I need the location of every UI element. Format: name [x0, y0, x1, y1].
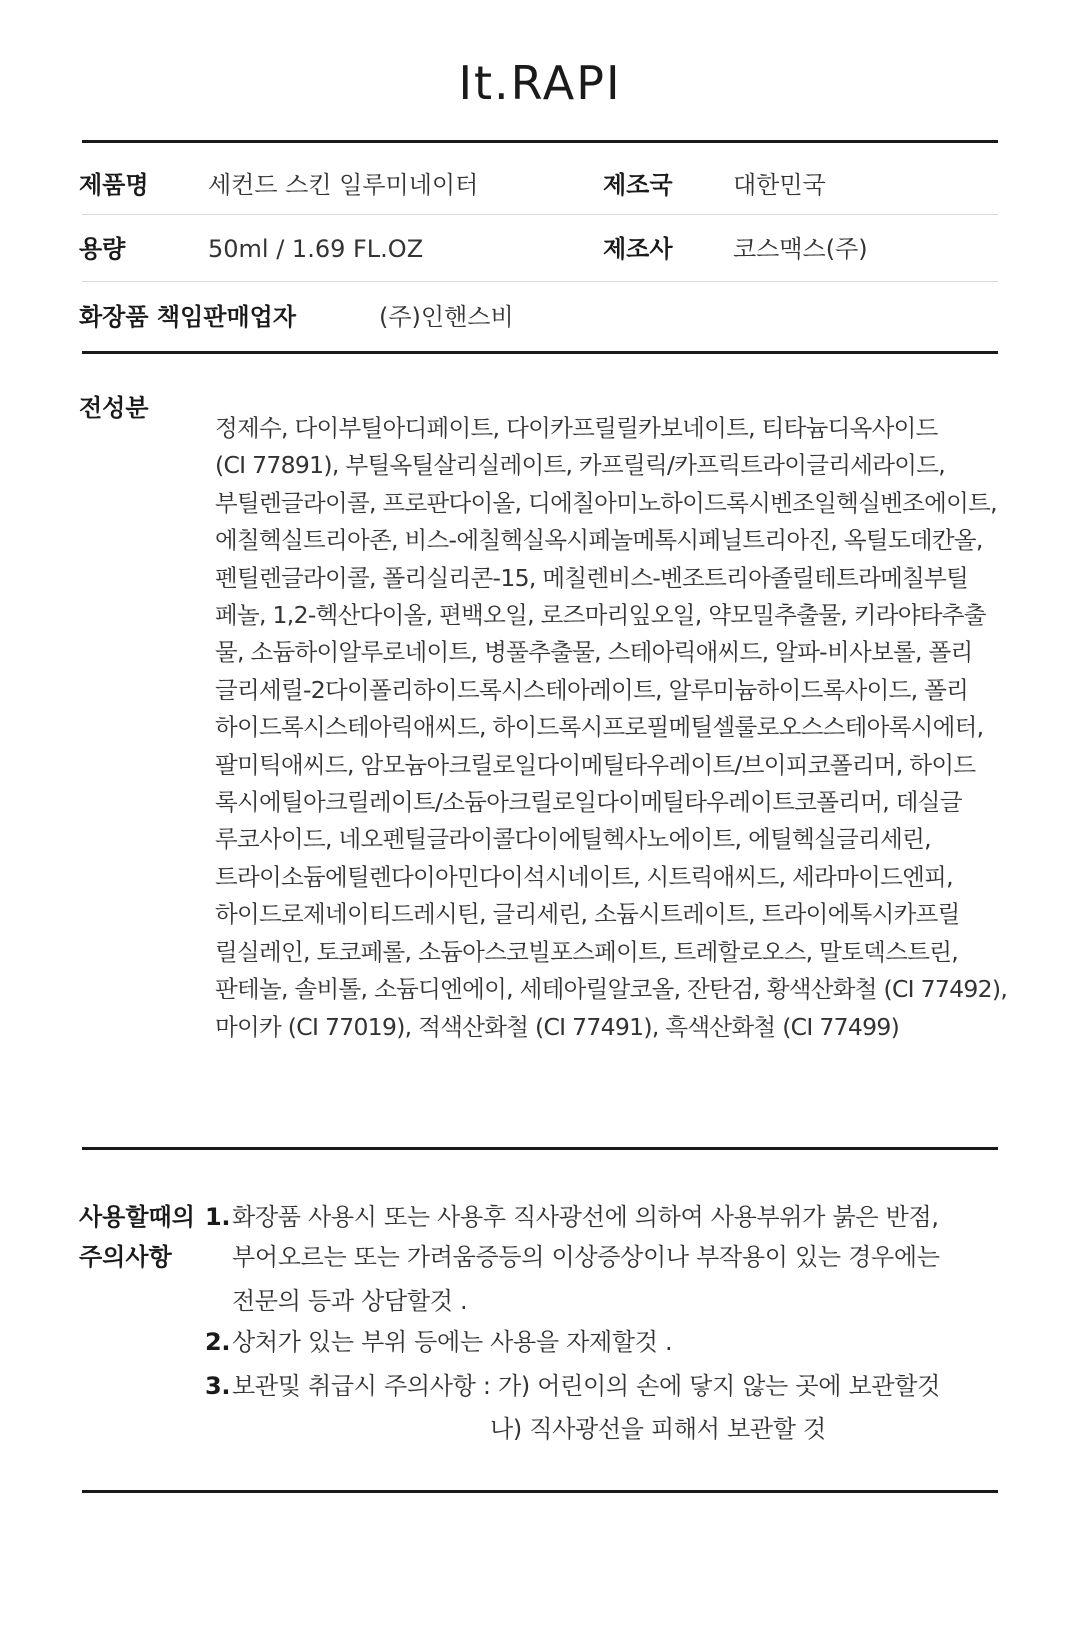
caution-item2-text: 상처가 있는 부위 등에는 사용을 자제할것 .: [232, 1328, 673, 1356]
caution-item3-line1: 보관및 취급시 주의사항 : 가) 어린이의 손에 닿지 않는 곳에 보관할것: [232, 1372, 941, 1400]
manufacturer-label: 제조사: [603, 235, 673, 263]
caution-item1-line2: 부어오르는 또는 가려움증등의 이상증상이나 부작용이 있는 경우에는: [232, 1243, 940, 1271]
volume-label: 용량: [79, 235, 126, 263]
product-name-value: 세컨드 스킨 일루미네이터: [208, 171, 479, 199]
ingredients-line: 판테놀, 솔비톨, 소듐디엔에이, 세테아릴알코올, 잔탄검, 황색산화철 (CI 77492),: [215, 975, 1008, 1004]
ingredients-text: [215, 410, 1015, 1046]
row-divider: [82, 281, 998, 282]
ingredients-label: 전성분: [79, 394, 149, 422]
volume-value: 50ml / 1.69 FL.OZ: [208, 235, 424, 263]
product-name-label: 제품명: [79, 171, 149, 199]
country-label: 제조국: [603, 171, 673, 199]
ingredients-line: 록시에틸아크릴레이트/소듐아크릴로일다이메틸타우레이트코폴리머, 데실글: [215, 788, 962, 817]
ingredients-line: 릴실레인, 토코페롤, 소듐아스코빌포스페이트, 트레할로오스, 말토덱스트린,: [215, 937, 958, 966]
section-divider: [82, 351, 998, 354]
section-divider: [82, 1147, 998, 1150]
ingredients-line: 에칠헥실트리아존, 비스-에칠헥실옥시페놀메톡시페닐트리아진, 옥틸도데칸올,: [215, 526, 983, 555]
ingredients-line: 정제수, 다이부틸아디페이트, 다이카프릴릴카보네이트, 티타늄디옥사이드: [215, 414, 938, 442]
ingredients-line: 글리세릴-2다이폴리하이드록시스테아레이트, 알루미늄하이드록사이드, 폴리: [215, 675, 969, 704]
caution-item3-number: 3.: [205, 1372, 231, 1400]
ingredients-line: 페놀, 1,2-헥산다이올, 편백오일, 로즈마리잎오일, 약모밀추출물, 키라야타추출: [215, 601, 986, 630]
caution-item2-number: 2.: [205, 1328, 231, 1356]
row-divider: [82, 214, 998, 215]
caution-item1-number: 1.: [205, 1203, 231, 1231]
country-value: 대한민국: [733, 171, 826, 199]
manufacturer-value: 코스맥스(주): [733, 235, 868, 263]
caution-label-line1: 사용할때의: [79, 1203, 195, 1231]
ingredients-line: 물, 소듐하이알루로네이트, 병풀추출물, 스테아릭애씨드, 알파-비사보롤, 폴리: [215, 638, 973, 667]
ingredients-line: 루코사이드, 네오펜틸글라이콜다이에틸헥사노에이트, 에틸헥실글리세린,: [215, 825, 931, 854]
brand-logo: It.RAPI: [458, 56, 622, 110]
bottom-divider: [82, 1490, 998, 1493]
ingredients-line: (CI 77891), 부틸옥틸살리실레이트, 카프릴릭/카프릭트라이글리세라이드,: [215, 451, 945, 480]
caution-item3-line2: 나) 직사광선을 피해서 보관할 것: [490, 1415, 826, 1443]
ingredients-line: 마이카 (CI 77019), 적색산화철 (CI 77491), 흑색산화철 (CI 77499): [215, 1012, 900, 1041]
caution-item1-line3: 전문의 등과 상담할것 .: [232, 1287, 468, 1315]
top-divider: [82, 140, 998, 143]
ingredients-line: 트라이소듐에틸렌다이아민다이석시네이트, 시트릭애씨드, 세라마이드엔피,: [215, 862, 953, 891]
ingredients-line: 하이드록시스테아릭애씨드, 하이드록시프로필메틸셀룰로오스스테아록시에터,: [215, 713, 984, 742]
seller-value: (주)인핸스비: [379, 303, 514, 331]
caution-label-line2: 주의사항: [79, 1243, 172, 1271]
ingredients-line: 부틸렌글라이콜, 프로판다이올, 디에칠아미노하이드록시벤조일헥실벤조에이트,: [215, 488, 997, 517]
ingredients-line: 팔미틱애씨드, 암모늄아크릴로일다이메틸타우레이트/브이피코폴리머, 하이드: [215, 750, 976, 779]
ingredients-line: 펜틸렌글라이콜, 폴리실리콘-15, 메칠렌비스-벤조트리아졸릴테트라메칠부틸: [215, 563, 969, 592]
caution-item1-line1: 화장품 사용시 또는 사용후 직사광선에 의하여 사용부위가 붉은 반점,: [232, 1203, 939, 1231]
ingredients-line: 하이드로제네이티드레시틴, 글리세린, 소듐시트레이트, 트라이에톡시카프릴: [215, 900, 960, 929]
seller-label: 화장품 책임판매업자: [79, 303, 297, 331]
